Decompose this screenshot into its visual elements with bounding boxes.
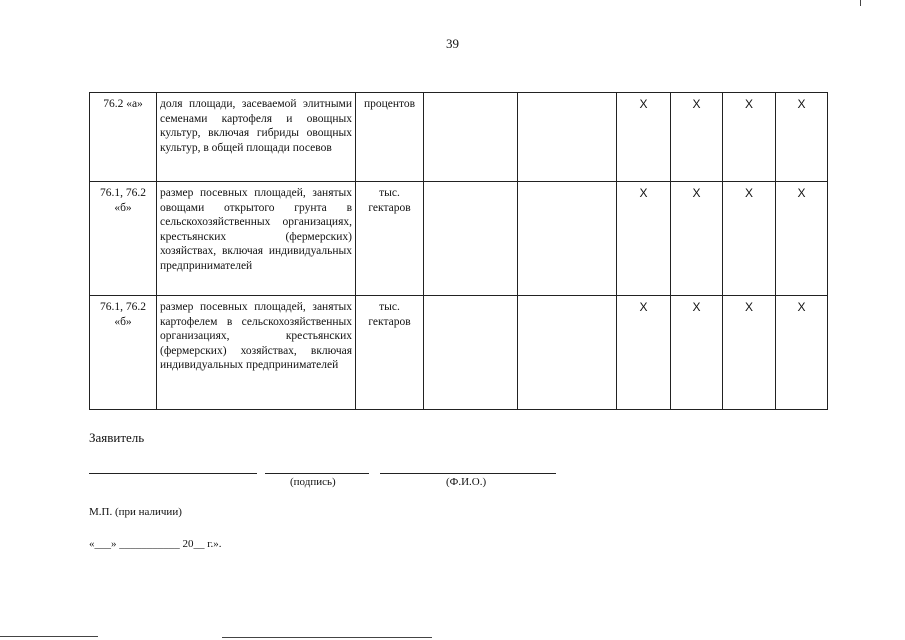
empty-cell — [518, 93, 617, 182]
row-description: доля площади, засеваемой элитными семенами картофеля и овощных культур, включая гибриды овощных культур, в общей площади посевов — [157, 93, 356, 182]
x-mark: X — [671, 296, 723, 410]
x-mark: X — [723, 182, 776, 296]
row-unit: тыс. гектаров — [356, 296, 424, 410]
x-mark: X — [723, 296, 776, 410]
x-mark: X — [776, 93, 828, 182]
x-mark: X — [723, 93, 776, 182]
row-code: 76.1, 76.2 «б» — [90, 182, 157, 296]
date-line: «___» ___________ 20__ г.». — [89, 538, 222, 550]
row-description: размер посевных площадей, занятых картофелем в сельскохозяйственных организациях, крестьянских (фермерских) хозяйствах, включая индивидуальных предпринимателей — [157, 296, 356, 410]
x-mark: X — [776, 296, 828, 410]
indicator-table — [89, 92, 828, 410]
applicant-label: Заявитель — [89, 430, 145, 445]
name-line — [380, 473, 556, 474]
row-code: 76.1, 76.2 «б» — [90, 296, 157, 410]
empty-cell — [424, 296, 518, 410]
x-mark: X — [617, 182, 671, 296]
table-row — [90, 296, 828, 410]
row-unit: тыс. гектаров — [356, 182, 424, 296]
table-row — [90, 182, 828, 296]
x-mark: X — [671, 93, 723, 182]
scan-artifact — [0, 636, 98, 637]
empty-cell — [518, 296, 617, 410]
position-line — [89, 473, 257, 474]
scan-artifact — [222, 637, 432, 638]
x-mark: X — [671, 182, 723, 296]
row-description: размер посевных площадей, занятых овощами открытого грунта в сельскохозяйственных организациях, крестьянских (фермерских) хозяйствах, включая индивидуальных предпринимателей — [157, 182, 356, 296]
x-mark: X — [776, 182, 828, 296]
row-code: 76.2 «а» — [90, 93, 157, 182]
row-unit: процентов — [356, 93, 424, 182]
signature-caption: (подпись) — [290, 476, 336, 488]
empty-cell — [424, 182, 518, 296]
x-mark: X — [617, 93, 671, 182]
x-mark: X — [617, 296, 671, 410]
name-caption: (Ф.И.О.) — [446, 476, 487, 488]
page-number: 39 — [446, 36, 459, 51]
empty-cell — [518, 182, 617, 296]
signature-line — [265, 473, 369, 474]
scan-artifact — [860, 0, 861, 6]
empty-cell — [424, 93, 518, 182]
seal-note: М.П. (при наличии) — [89, 506, 182, 518]
table-row — [90, 93, 828, 182]
